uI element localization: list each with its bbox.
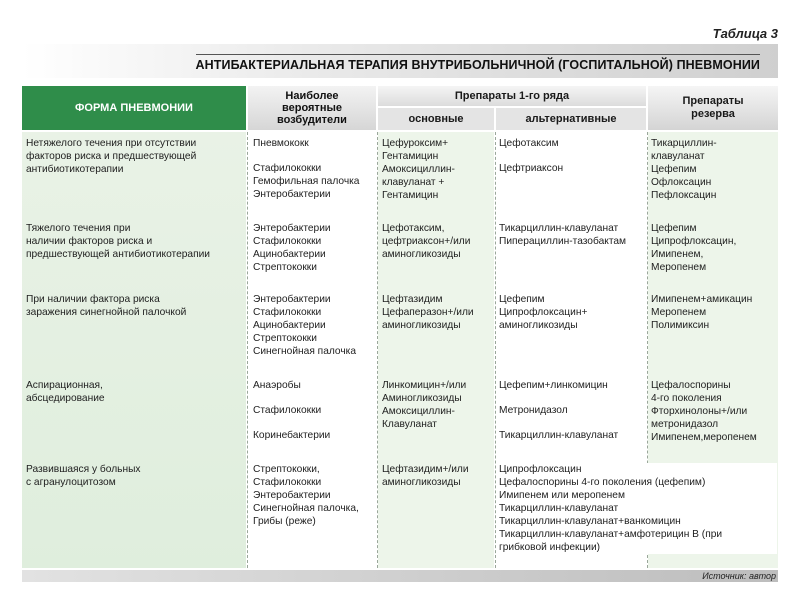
cell-line: Офлоксацин [651,177,712,188]
cell-line: Тикарциллин-клавуланат [499,503,619,514]
cell-basic [382,379,466,431]
cell-line: Клавуланат [382,419,437,430]
cell-line: Амоксициллин- [382,164,455,175]
cell-pathogens [253,222,331,274]
cell-line: Фторхинолоны+/или [651,406,748,417]
cell-line: Имипенем,меропенем [651,432,757,443]
cell-line: Энтеробактерии [253,490,331,501]
cell-line: Метронидазол [499,405,568,416]
cell-reserve [651,379,757,444]
cell-line: Тикарциллин-клавуланат [499,430,619,441]
cell-line: Тяжелого течения при [26,223,131,234]
cell-line: Стафилококки [253,307,322,318]
cell-form [26,222,210,261]
cell-form [26,463,140,489]
cell-line: Энтеробактерии [253,189,331,200]
cell-line: Цефалоспорины 4-го поколения (цефепим) [499,477,706,488]
header-pathogens-line: Наиболее [285,90,339,102]
cell-line: Тикарциллин-клавуланат+амфотерицин В (при [499,529,723,540]
cell-line: Тикарциллин- [651,138,717,149]
cell-reserve [651,222,736,274]
column-form-bg [22,132,246,568]
cell-line: Аспирационная, [26,380,103,391]
cell-alternative [499,137,563,175]
cell-line: Цефотаксим, [382,223,445,234]
cell-line: Тикарциллин-клавуланат [499,223,619,234]
cell-line: Цефалоспорины [651,380,731,391]
cell-line: Стафилококки [253,477,322,488]
header-pathogens-line: вероятные [281,102,342,114]
cell-line: Стафилококки [253,405,322,416]
cell-line: Цефепим [499,294,545,305]
header-form: ФОРМА ПНЕВМОНИИ [22,86,246,130]
cell-alternative [499,379,618,442]
table-header [22,86,778,130]
header-reserve-line: резерва [691,108,735,120]
cell-line: Цефаперазон+/или [382,307,474,318]
cell-line: Цефтазидим [382,294,443,305]
cell-line: Стрептококки [253,333,317,344]
column-divider [377,132,378,568]
cell-line: Анаэробы [253,380,301,391]
cell-line: предшествующей антибиотикотерапии [26,249,210,260]
cell-pathogens [253,379,330,442]
cell-alternative [499,293,587,332]
cell-line: с агранулоцитозом [26,477,116,488]
cell-line: клавуланат [651,151,705,162]
cell-line: Цефотаксим [499,138,559,149]
cell-line: абсцедирование [26,393,105,404]
title-bar [22,44,778,78]
cell-line: клавуланат + [382,177,445,188]
cell-line: аминогликозиды [382,249,461,260]
cell-line: Цефтриаксон [499,163,564,174]
cell-line: Синегнойная палочка, [253,503,359,514]
cell-line: аминогликозиды [499,320,578,331]
cell-basic [382,463,469,489]
cell-line: Меропенем [651,307,707,318]
cell-line: аминогликозиды [382,320,461,331]
cell-pathogens [253,463,359,528]
column-divider [247,132,248,568]
cell-line: Ципрофлоксацин [499,464,582,475]
header-alternative: альтернативные [496,108,646,130]
footer-bar [22,570,778,582]
table-title: АНТИБАКТЕРИАЛЬНАЯ ТЕРАПИЯ ВНУТРИБОЛЬНИЧНОЙ (ГОСПИТАЛЬНОЙ) ПНЕВМОНИИ [196,54,761,72]
cell-line: Ацинобактерии [253,249,326,260]
cell-line: Имипенем, [651,249,704,260]
cell-line: Ацинобактерии [253,320,326,331]
header-pathogens-line: возбудители [277,114,347,126]
cell-line: Тикарциллин-клавуланат+ванкомицин [499,516,681,527]
cell-line: факторов риска и предшествующей [26,151,197,162]
cell-line: Имипенем или меропенем [499,490,625,501]
cell-form [26,379,105,405]
cell-line: метронидазол [651,419,719,430]
cell-line: Пефлоксацин [651,190,717,201]
cell-line: Цефепим [651,164,697,175]
cell-line: аминогликозиды [382,477,461,488]
cell-line: Ципрофлоксацин+ [499,307,588,318]
cell-line: При наличии фактора риска [26,294,160,305]
cell-line: Грибы (реже) [253,516,316,527]
cell-alternative-reserve-combined [499,463,777,554]
table-number: Таблица 3 [712,26,778,41]
cell-line: наличии факторов риска и [26,236,153,247]
cell-line: Синегнойная палочка [253,346,357,357]
cell-line: Гемофильная палочка [253,176,360,187]
cell-pathogens [253,293,356,358]
cell-reserve [651,293,752,332]
column-divider [495,132,496,568]
cell-line: Пиперациллин-тазобактам [499,236,627,247]
header-reserve [648,86,778,130]
cell-line: Нетяжелого течения при отсутствии [26,138,197,149]
cell-form [26,137,196,176]
header-reserve-line: Препараты [682,95,744,107]
cell-line: Коринебактерии [253,430,331,441]
cell-line: Гентамицин [382,190,439,201]
cell-line: Развившаяся у больных [26,464,141,475]
header-first-line: Препараты 1-го ряда [378,86,646,106]
cell-line: Цефтазидим+/или [382,464,469,475]
cell-alternative [499,222,626,248]
cell-line: Цефуроксим+ [382,138,449,149]
cell-line: грибковой инфекции) [499,542,601,553]
cell-line: антибиотикотерапии [26,164,124,175]
cell-line: заражения синегнойной палочкой [26,307,187,318]
cell-line: Имипенем+амикацин [651,294,753,305]
cell-line: Гентамицин [382,151,439,162]
cell-line: Меропенем [651,262,707,273]
cell-line: Стафилококки [253,236,322,247]
cell-basic [382,137,455,202]
cell-line: Пневмококк [253,138,309,149]
cell-reserve [651,137,717,202]
cell-line: Стафилококки [253,163,322,174]
cell-line: цефтриаксон+/или [382,236,471,247]
cell-line: Аминогликозиды [382,393,462,404]
cell-line: Полимиксин [651,320,710,331]
cell-pathogens [253,137,359,201]
cell-line: Стрептококки, [253,464,320,475]
header-pathogens [248,86,376,130]
cell-basic [382,222,470,261]
cell-form [26,293,186,319]
cell-basic [382,293,474,332]
cell-line: Цефепим [651,223,697,234]
cell-line: Стрептококки [253,262,317,273]
cell-line: Энтеробактерии [253,223,331,234]
source-note: Источник: автор [702,571,776,581]
cell-line: Ципрофлоксацин, [651,236,737,247]
cell-line: Амоксициллин- [382,406,455,417]
cell-line: Энтеробактерии [253,294,331,305]
cell-line: Линкомицин+/или [382,380,467,391]
cell-line: 4-го поколения [651,393,722,404]
cell-line: Цефепим+линкомицин [499,380,608,391]
header-basic: основные [378,108,494,130]
